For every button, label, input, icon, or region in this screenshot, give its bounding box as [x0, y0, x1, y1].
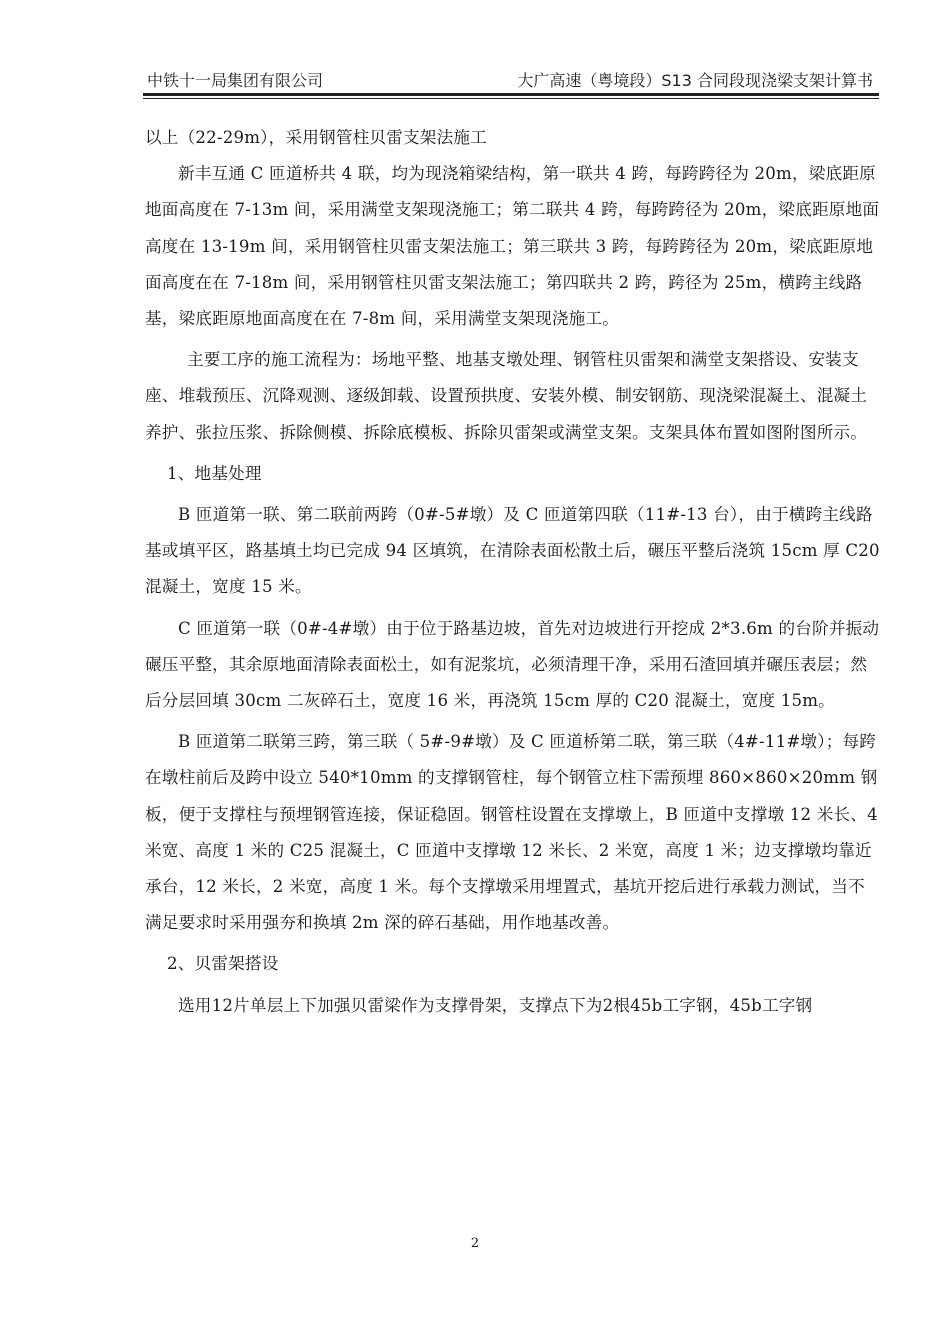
section-heading-foundation: 1、地基处理 — [167, 463, 262, 483]
header-company: 中铁十一局集团有限公司 — [147, 71, 324, 90]
document-body — [145, 120, 880, 1024]
page-number: 2 — [470, 1236, 480, 1251]
header-rule-thin — [143, 98, 879, 99]
paragraph-foundation-b-ramp: B 匝道第一联、第二联前两跨（0#-5#墩）及 C 匝道第四联（11#-13 台），由于横跨主线路基或填平区，路基填土均已完成 94 区填筑，在清除表面松散土后，碾压平整后浇筑 15cm 厚 C20 混凝土，宽度 15 米。 — [145, 505, 880, 597]
page-header — [143, 64, 879, 92]
section-heading-bailey-frame: 2、贝雷架搭设 — [167, 954, 279, 974]
paragraph-steel-pipe-columns: B 匝道第二联第三跨，第三联（ 5#-9#墩）及 C 匝道桥第二联，第三联（4#-11#墩）；每跨在墩柱前后及跨中设立 540*10mm 的支撑钢管柱，每个钢管立柱下需预埋 860×860×20mm 钢板，便于支撑柱与预埋钢管连接，保证稳固。钢管柱设置在支撑墩上，B 匝道中支撑墩 12 米长、4 米宽、高度 1 米的 C25 混凝土，C 匝道中支撑墩 12 米长、2 米宽，高度 1 米；边支撑墩均靠近承台，12 米长，2 米宽，高度 1 米。每个支撑墩采用埋置式，基坑开挖后进行承载力测试，当不满足要求时采用强夯和换填 2m 深的碎石基础，用作地基改善。 — [145, 732, 878, 933]
paragraph-foundation-c-ramp: C 匝道第一联（0#-4#墩）由于位于路基边坡，首先对边坡进行开挖成 2*3.6m 的台阶并振动碾压平整，其余原地面清除表面松土，如有泥浆坑，必须清理干净，采用石渣回填并碾压表层；然后分层回填 30cm 二灰碎石土，宽度 16 米，再浇筑 15cm 厚的 C20 混凝土，宽度 15m。 — [145, 618, 880, 711]
paragraph-bailey-frame: 选用12片单层上下加强贝雷梁作为支撑骨架，支撑点下为2根45b工字钢，45b工字钢 — [178, 995, 813, 1015]
header-document-title: 大广高速（粤境段）S13 合同段现浇梁支架计算书 — [517, 71, 873, 90]
paragraph-c-ramp-overview: 新丰互通 C 匝道桥共 4 联，均为现浇箱梁结构，第一联共 4 跨，每跨跨径为 20m，梁底距原地面高度在 7-13m 间，采用满堂支架现浇施工；第二联共 4 跨，每跨跨径为 20m，梁底距原地面高度在 13-19m 间，采用钢管柱贝雷支架法施工；第三联共 3 跨，每跨跨径为 20m，梁底距原地面高度在在 7-18m 间，采用钢管柱贝雷支架法施工；第四联共 2 跨，跨径为 25m，横跨主线路基，梁底距原地面高度在在 7-8m 间，采用满堂支架现浇施工。 — [145, 164, 880, 329]
header-rule-thick — [143, 93, 879, 96]
paragraph-construction-process: 主要工序的施工流程为：场地平整、地基支墩处理、钢管柱贝雷架和满堂支架搭设、安装支座、堆载预压、沉降观测、逐级卸载、设置预拱度、安装外模、制安钢筋、现浇梁混凝土、混凝土养护、张拉压浆、拆除侧模、拆除底模板、拆除贝雷架或满堂支架。支架具体布置如图附图所示。 — [145, 350, 868, 442]
paragraph-continuation: 以上（22-29m），采用钢管柱贝雷支架法施工 — [145, 128, 487, 147]
